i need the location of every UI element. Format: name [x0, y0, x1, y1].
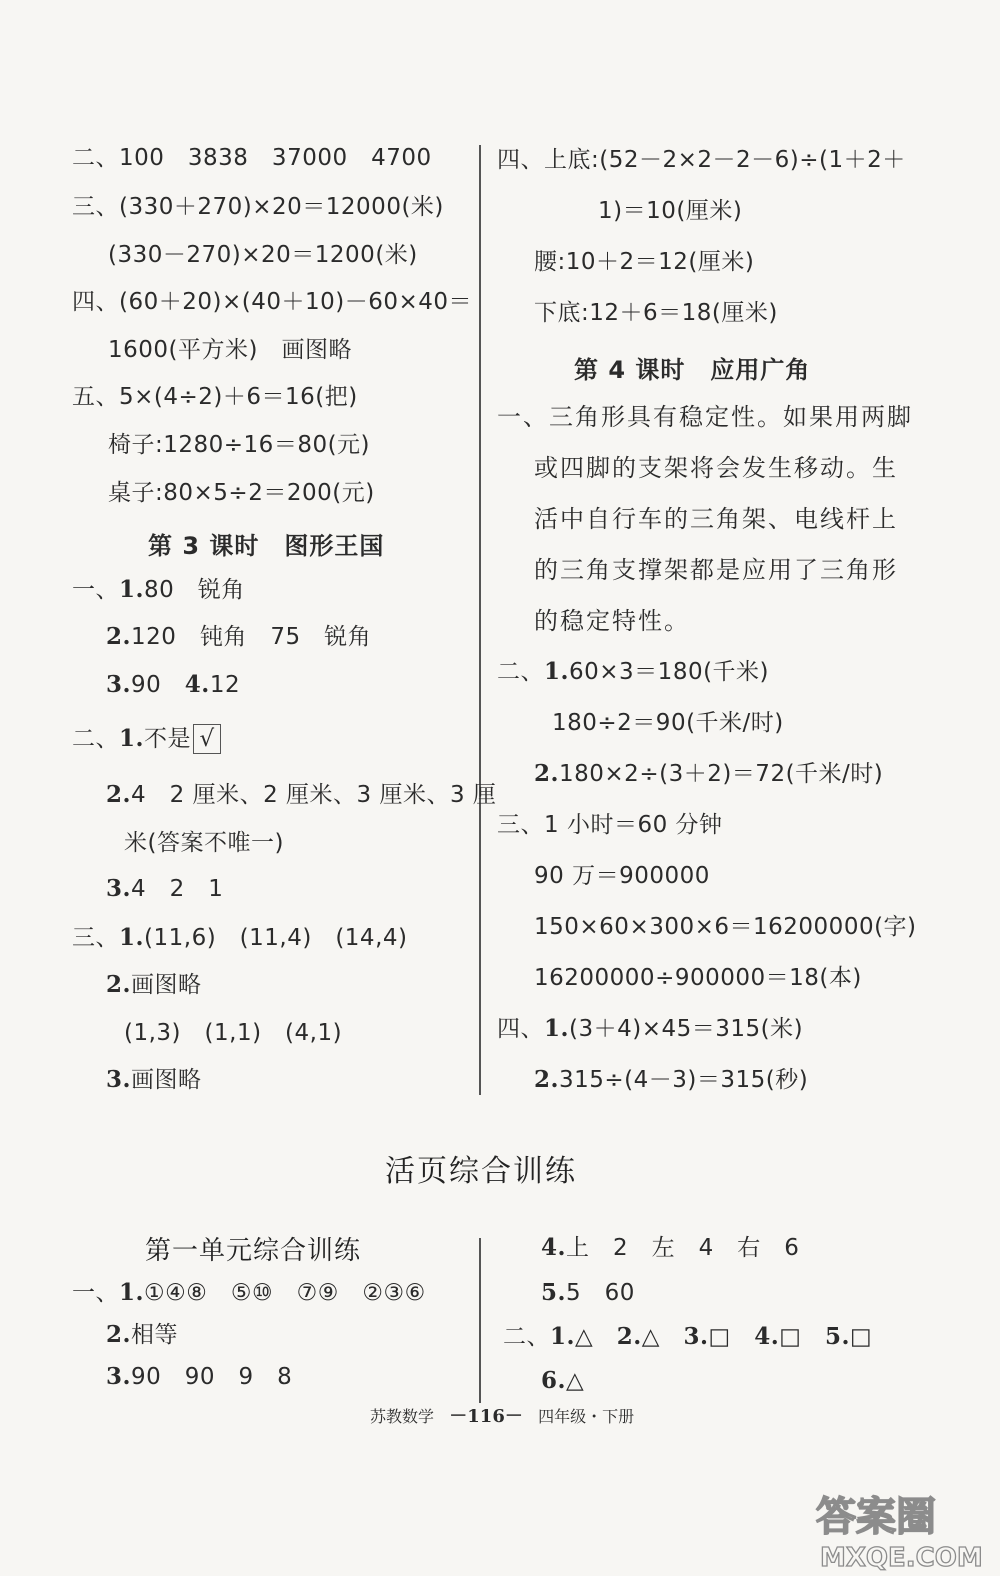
column-divider-bottom — [479, 1238, 481, 1403]
unit-title: 第一单元综合训练 — [145, 1236, 362, 1266]
answer-line: 16200000÷900000＝18(本) — [534, 965, 862, 991]
answer-line: 三、(330＋270)×20＝12000(米) — [72, 194, 444, 220]
paragraph-line: 或四脚的支架将会发生移动。生 — [534, 454, 898, 482]
answer-line: 椅子:1280÷16＝80(元) — [108, 432, 371, 458]
section-title: 活页综合训练 — [385, 1154, 577, 1189]
paragraph-line: 活中自行车的三角架、电线杆上 — [534, 505, 898, 533]
answer-line: 三、1.(11,6) (11,4) (14,4) — [72, 924, 408, 951]
answer-line: 四、(60＋20)×(40＋10)－60×40＝ — [72, 289, 473, 315]
lesson-3-heading: 第 3 课时 图形王国 — [148, 532, 385, 560]
answer-line: 2.315÷(4－3)＝315(秒) — [534, 1066, 809, 1093]
paragraph-line: 的稳定特性。 — [534, 607, 690, 635]
book-title: 苏教数学 — [370, 1407, 435, 1426]
page-footer — [370, 1402, 634, 1428]
page-number: －116－ — [449, 1406, 523, 1427]
watermark-bottom-text: MXQE.COM — [820, 1543, 983, 1572]
check-mark-box: √ — [193, 724, 221, 754]
answer-line: 4.上 2 左 4 右 6 — [541, 1234, 800, 1261]
watermark-logo — [812, 1486, 990, 1572]
answer-line: 米(答案不唯一) — [124, 830, 284, 856]
answer-line: 6.△ — [541, 1367, 585, 1394]
answer-line: 一、1.80 锐角 — [72, 576, 245, 603]
answer-line: 3.4 2 1 — [106, 875, 224, 902]
answer-line: 5.5 60 — [541, 1279, 635, 1306]
answer-line: (1,3) (1,1) (4,1) — [124, 1020, 343, 1046]
paragraph-line: 的三角支撑架都是应用了三角形 — [534, 556, 898, 584]
answer-line: 2.画图略 — [106, 971, 202, 998]
answer-line: 3.画图略 — [106, 1066, 202, 1093]
answer-line: 2.相等 — [106, 1321, 179, 1348]
grade-label: 四年级・下册 — [538, 1407, 635, 1426]
answer-line: 1600(平方米) 画图略 — [108, 337, 352, 363]
answer-line: 2.180×2÷(3＋2)＝72(千米/时) — [534, 760, 884, 787]
answer-line: 150×60×300×6＝16200000(字) — [534, 914, 917, 940]
lesson-4-heading: 第 4 课时 应用广角 — [574, 356, 811, 384]
answer-line: 2.4 2 厘米、2 厘米、3 厘米、3 厘 — [106, 781, 497, 808]
answer-line: 3.90 90 9 8 — [106, 1363, 293, 1390]
watermark-top-text: 答案圈 — [816, 1494, 936, 1540]
answer-line: 二、1.60×3＝180(千米) — [497, 658, 770, 685]
answer-line: 180÷2＝90(千米/时) — [552, 710, 784, 736]
answer-line: 二、1.不是 √ — [72, 724, 221, 754]
answer-line: 腰:10＋2＝12(厘米) — [534, 249, 755, 275]
answer-line: 1)＝10(厘米) — [598, 198, 743, 224]
answer-line: 下底:12＋6＝18(厘米) — [534, 300, 778, 326]
column-divider-top — [479, 145, 481, 1095]
answer-line: 三、1 小时＝60 分钟 — [497, 812, 723, 838]
answer-line: (330－270)×20＝1200(米) — [108, 242, 418, 268]
answer-line: 五、5×(4÷2)＋6＝16(把) — [72, 384, 358, 410]
answer-line: 一、1.①④⑧ ⑤⑩ ⑦⑨ ②③⑥ — [72, 1279, 426, 1306]
answer-line: 2.120 钝角 75 锐角 — [106, 623, 372, 650]
answer-line: 3.90 4.12 — [106, 671, 241, 698]
answer-line: 桌子:80×5÷2＝200(元) — [108, 480, 375, 506]
answer-line: 二、1.△ 2.△ 3.□ 4.□ 5.□ — [503, 1323, 873, 1350]
paragraph-line: 一、三角形具有稳定性。如果用两脚 — [497, 403, 913, 431]
answer-line: 四、上底:(52－2×2－2－6)÷(1＋2＋ — [497, 147, 906, 173]
answer-line: 二、100 3838 37000 4700 — [72, 145, 432, 171]
answer-line: 四、1.(3＋4)×45＝315(米) — [497, 1015, 804, 1042]
answer-line: 90 万＝900000 — [534, 863, 710, 889]
